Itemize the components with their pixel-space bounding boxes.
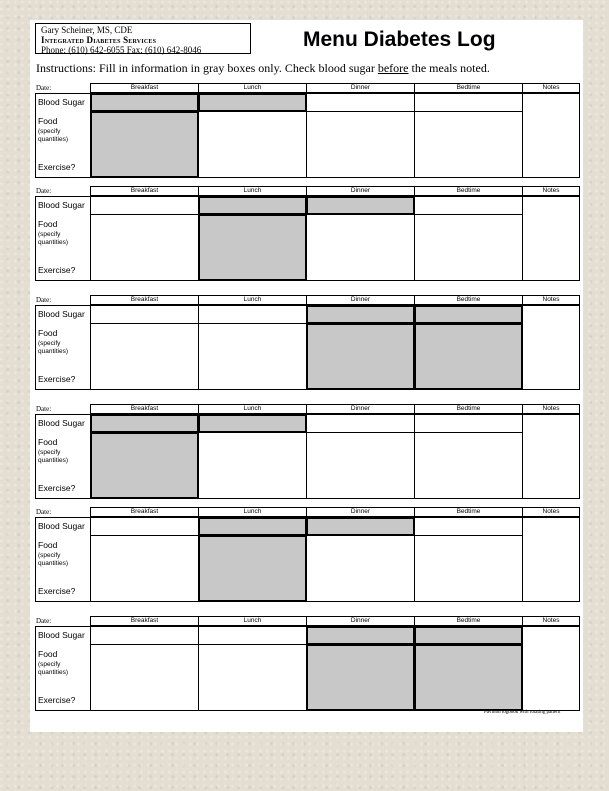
food-breakfast-cell[interactable] [90,535,199,602]
blood-sugar-breakfast-cell[interactable] [90,305,199,324]
column-header-notes: Notes [522,83,580,93]
column-header-bedtime: Bedtime [414,295,523,305]
food-dinner-cell[interactable] [306,432,415,499]
food-breakfast-cell[interactable] [90,111,199,178]
blood-sugar-breakfast-cell[interactable] [90,626,199,645]
log-entry-3 [35,295,580,387]
exercise-label: Exercise? [38,586,76,596]
blood-sugar-lunch-cell[interactable] [198,626,307,645]
log-entry-2 [35,186,580,278]
blood-sugar-breakfast-cell[interactable] [90,196,199,215]
column-header-breakfast: Breakfast [90,83,199,93]
date-label: Date: [36,508,52,516]
specify-label: (specify [38,449,61,456]
specify-label: (specify [38,128,61,135]
food-label: Food [38,540,58,550]
column-header-notes: Notes [522,295,580,305]
blood-sugar-lunch-cell[interactable] [198,305,307,324]
blood-sugar-bedtime-cell[interactable] [414,93,523,112]
blood-sugar-dinner-cell[interactable] [306,626,415,645]
column-header-dinner: Dinner [306,83,415,93]
column-header-dinner: Dinner [306,616,415,626]
date-label: Date: [36,617,52,625]
quantities-label: quantities) [38,457,68,464]
food-breakfast-cell[interactable] [90,432,199,499]
notes-cell[interactable] [522,517,580,602]
blood-sugar-breakfast-cell[interactable] [90,93,199,112]
food-bedtime-cell[interactable] [414,535,523,602]
quantities-label: quantities) [38,239,68,246]
log-entry-6 [35,616,580,708]
column-header-notes: Notes [522,616,580,626]
food-breakfast-cell[interactable] [90,644,199,711]
column-header-notes: Notes [522,507,580,517]
column-header-dinner: Dinner [306,507,415,517]
food-lunch-cell[interactable] [198,214,307,281]
column-header-lunch: Lunch [198,404,307,414]
column-header-bedtime: Bedtime [414,507,523,517]
food-bedtime-cell[interactable] [414,432,523,499]
quantities-label: quantities) [38,136,68,143]
log-entry-1 [35,83,580,175]
column-header-lunch: Lunch [198,83,307,93]
food-bedtime-cell[interactable] [414,644,523,711]
food-breakfast-cell[interactable] [90,214,199,281]
food-dinner-cell[interactable] [306,323,415,390]
column-header-breakfast: Breakfast [90,404,199,414]
blood-sugar-bedtime-cell[interactable] [414,196,523,215]
blood-sugar-lunch-cell[interactable] [198,93,307,112]
contact-box [35,23,251,54]
blood-sugar-dinner-cell[interactable] [306,517,415,536]
column-header-bedtime: Bedtime [414,404,523,414]
column-header-notes: Notes [522,186,580,196]
food-lunch-cell[interactable] [198,535,307,602]
food-lunch-cell[interactable] [198,323,307,390]
column-header-breakfast: Breakfast [90,616,199,626]
blood-sugar-label: Blood Sugar [38,521,85,531]
blood-sugar-label: Blood Sugar [38,418,85,428]
food-label: Food [38,116,58,126]
column-header-lunch: Lunch [198,295,307,305]
column-header-dinner: Dinner [306,186,415,196]
log-entry-5 [35,507,580,599]
specify-label: (specify [38,552,61,559]
log-entry-4 [35,404,580,496]
instructions-text: Instructions: Fill in information in gray boxes only. Check blood sugar [36,61,378,75]
food-label: Food [38,437,58,447]
date-label: Date: [36,405,52,413]
food-label: Food [38,328,58,338]
exercise-label: Exercise? [38,695,76,705]
exercise-label: Exercise? [38,483,76,493]
column-header-notes: Notes [522,404,580,414]
column-header-dinner: Dinner [306,404,415,414]
exercise-label: Exercise? [38,374,76,384]
blood-sugar-breakfast-cell[interactable] [90,517,199,536]
column-header-bedtime: Bedtime [414,186,523,196]
blood-sugar-dinner-cell[interactable] [306,93,415,112]
food-dinner-cell[interactable] [306,111,415,178]
quantities-label: quantities) [38,560,68,567]
specify-label: (specify [38,340,61,347]
food-label: Food [38,219,58,229]
date-label: Date: [36,84,52,92]
column-header-lunch: Lunch [198,186,307,196]
instructions-tail: the meals noted. [408,61,490,75]
column-header-bedtime: Bedtime [414,616,523,626]
blood-sugar-label: Blood Sugar [38,200,85,210]
food-dinner-cell[interactable] [306,214,415,281]
column-header-bedtime: Bedtime [414,83,523,93]
notes-cell[interactable] [522,93,580,178]
notes-cell[interactable] [522,414,580,499]
food-lunch-cell[interactable] [198,644,307,711]
blood-sugar-lunch-cell[interactable] [198,196,307,215]
column-header-breakfast: Breakfast [90,186,199,196]
blood-sugar-bedtime-cell[interactable] [414,517,523,536]
quantities-label: quantities) [38,348,68,355]
instructions [36,61,490,76]
column-header-breakfast: Breakfast [90,295,199,305]
food-bedtime-cell[interactable] [414,323,523,390]
food-label: Food [38,649,58,659]
food-dinner-cell[interactable] [306,644,415,711]
blood-sugar-dinner-cell[interactable] [306,305,415,324]
food-lunch-cell[interactable] [198,432,307,499]
blood-sugar-bedtime-cell[interactable] [414,305,523,324]
blood-sugar-bedtime-cell[interactable] [414,626,523,645]
date-label: Date: [36,296,52,304]
quantities-label: quantities) [38,669,68,676]
food-bedtime-cell[interactable] [414,214,523,281]
blood-sugar-label: Blood Sugar [38,630,85,640]
contact-name: Gary Scheiner, MS, CDE [41,25,133,35]
contact-phone-fax: Phone: (610) 642-6055 Fax: (610) 642-8046 [41,45,202,55]
notes-cell[interactable] [522,196,580,281]
specify-label: (specify [38,661,61,668]
blood-sugar-lunch-cell[interactable] [198,517,307,536]
blood-sugar-label: Blood Sugar [38,309,85,319]
notes-cell[interactable] [522,626,580,711]
blood-sugar-lunch-cell[interactable] [198,414,307,433]
column-header-lunch: Lunch [198,616,307,626]
food-lunch-cell[interactable] [198,111,307,178]
notes-cell[interactable] [522,305,580,390]
food-bedtime-cell[interactable] [414,111,523,178]
date-label: Date: [36,187,52,195]
blood-sugar-dinner-cell[interactable] [306,414,415,433]
column-header-breakfast: Breakfast [90,507,199,517]
column-header-lunch: Lunch [198,507,307,517]
food-breakfast-cell[interactable] [90,323,199,390]
exercise-label: Exercise? [38,162,76,172]
blood-sugar-bedtime-cell[interactable] [414,414,523,433]
food-dinner-cell[interactable] [306,535,415,602]
instructions-underlined: before [377,61,409,75]
specify-label: (specify [38,231,61,238]
blood-sugar-dinner-cell[interactable] [306,196,415,215]
contact-organization: Integrated Diabetes Services [41,35,157,45]
footnote: Pavilion logbook with rotating pattern [484,710,561,715]
blood-sugar-label: Blood Sugar [38,97,85,107]
column-header-dinner: Dinner [306,295,415,305]
page-title: Menu Diabetes Log [303,28,496,51]
exercise-label: Exercise? [38,265,76,275]
blood-sugar-breakfast-cell[interactable] [90,414,199,433]
